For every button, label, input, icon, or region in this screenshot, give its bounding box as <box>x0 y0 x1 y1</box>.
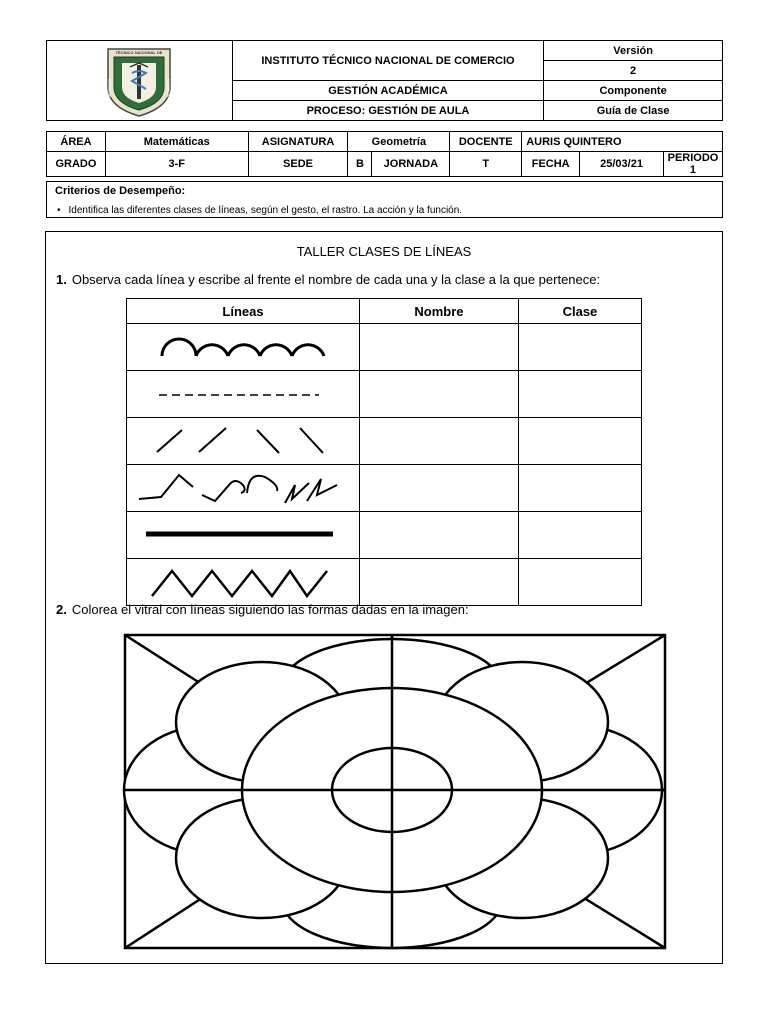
question-2-text: Colorea el vitral con líneas siguiendo las formas dadas en la imagen: <box>71 602 469 617</box>
grade-label: GRADO <box>47 152 106 177</box>
site-label: SEDE <box>248 152 348 177</box>
criteria-item <box>57 205 462 216</box>
name-answer-cell[interactable] <box>360 559 519 606</box>
name-answer-cell[interactable] <box>360 418 519 465</box>
diagonal-lines-drawing <box>127 418 360 465</box>
col-name-header: Nombre <box>360 299 519 324</box>
class-answer-cell[interactable] <box>518 371 641 418</box>
management-label: GESTIÓN ACADÉMICA <box>232 81 543 101</box>
version-label: Versión <box>544 41 723 61</box>
lines-table <box>126 298 642 606</box>
date-label: FECHA <box>522 152 580 177</box>
table-row <box>127 512 642 559</box>
component-label: Componente <box>544 81 723 101</box>
col-lines-header: Líneas <box>127 299 360 324</box>
version-value: 2 <box>544 61 723 81</box>
col-class-header: Clase <box>518 299 641 324</box>
question-2-number: 2. <box>56 602 67 617</box>
site-value: B <box>348 152 372 177</box>
mixed-lines-drawing <box>127 465 360 512</box>
question-1-number: 1. <box>56 272 67 287</box>
institute-name: INSTITUTO TÉCNICO NACIONAL DE COMERCIO <box>232 41 543 81</box>
component-value: Guía de Clase <box>544 101 723 121</box>
seal-right-text: COMERCIO <box>166 77 171 98</box>
class-answer-cell[interactable] <box>518 418 641 465</box>
seal-top-text: TÉCNICO NACIONAL DE <box>115 49 163 55</box>
name-answer-cell[interactable] <box>360 371 519 418</box>
header-table <box>46 40 723 121</box>
criteria-title: Criterios de Desempeño: <box>55 185 186 197</box>
criteria-box <box>46 181 723 218</box>
question-2 <box>56 602 469 617</box>
teacher-label: DOCENTE <box>450 132 522 152</box>
subject-value: Geometría <box>348 132 450 152</box>
logo-cell <box>47 41 233 121</box>
class-answer-cell[interactable] <box>518 559 641 606</box>
dashed-line-drawing <box>127 371 360 418</box>
grade-value: 3-F <box>105 152 248 177</box>
area-label: ÁREA <box>47 132 106 152</box>
process-label: PROCESO: GESTIÓN DE AULA <box>232 101 543 121</box>
shift-label: JORNADA <box>372 152 450 177</box>
institute-seal-icon <box>102 43 176 119</box>
class-answer-cell[interactable] <box>518 512 641 559</box>
name-answer-cell[interactable] <box>360 512 519 559</box>
question-1-text: Observa cada línea y escribe al frente el nombre de cada una y la clase a la que pertenece: <box>71 272 601 287</box>
class-answer-cell[interactable] <box>518 324 641 371</box>
subject-label: ASIGNATURA <box>248 132 348 152</box>
info-table <box>46 131 723 177</box>
teacher-value: AURIS QUINTERO <box>522 132 723 152</box>
question-1 <box>56 272 600 287</box>
date-value: 25/03/21 <box>580 152 664 177</box>
stained-glass-drawing <box>122 632 670 952</box>
bullet: • <box>57 205 61 216</box>
worksheet-box <box>45 231 723 964</box>
period-value: PERIODO 1 <box>663 152 722 177</box>
thick-line-drawing <box>127 512 360 559</box>
zigzag-line-drawing <box>127 559 360 606</box>
class-answer-cell[interactable] <box>518 465 641 512</box>
table-row <box>127 418 642 465</box>
table-row <box>127 371 642 418</box>
name-answer-cell[interactable] <box>360 324 519 371</box>
area-value: Matemáticas <box>105 132 248 152</box>
name-answer-cell[interactable] <box>360 465 519 512</box>
criteria-text: Identifica las diferentes clases de líneas, según el gesto, el rastro. La acción y la función. <box>68 205 463 216</box>
workshop-title: TALLER CLASES DE LÍNEAS <box>296 244 472 259</box>
table-row <box>127 559 642 606</box>
seal-left-text: INSTITUTO <box>108 78 113 97</box>
table-row <box>127 324 642 371</box>
arc-lines-drawing <box>127 324 360 371</box>
shift-value: T <box>450 152 522 177</box>
table-row <box>127 465 642 512</box>
